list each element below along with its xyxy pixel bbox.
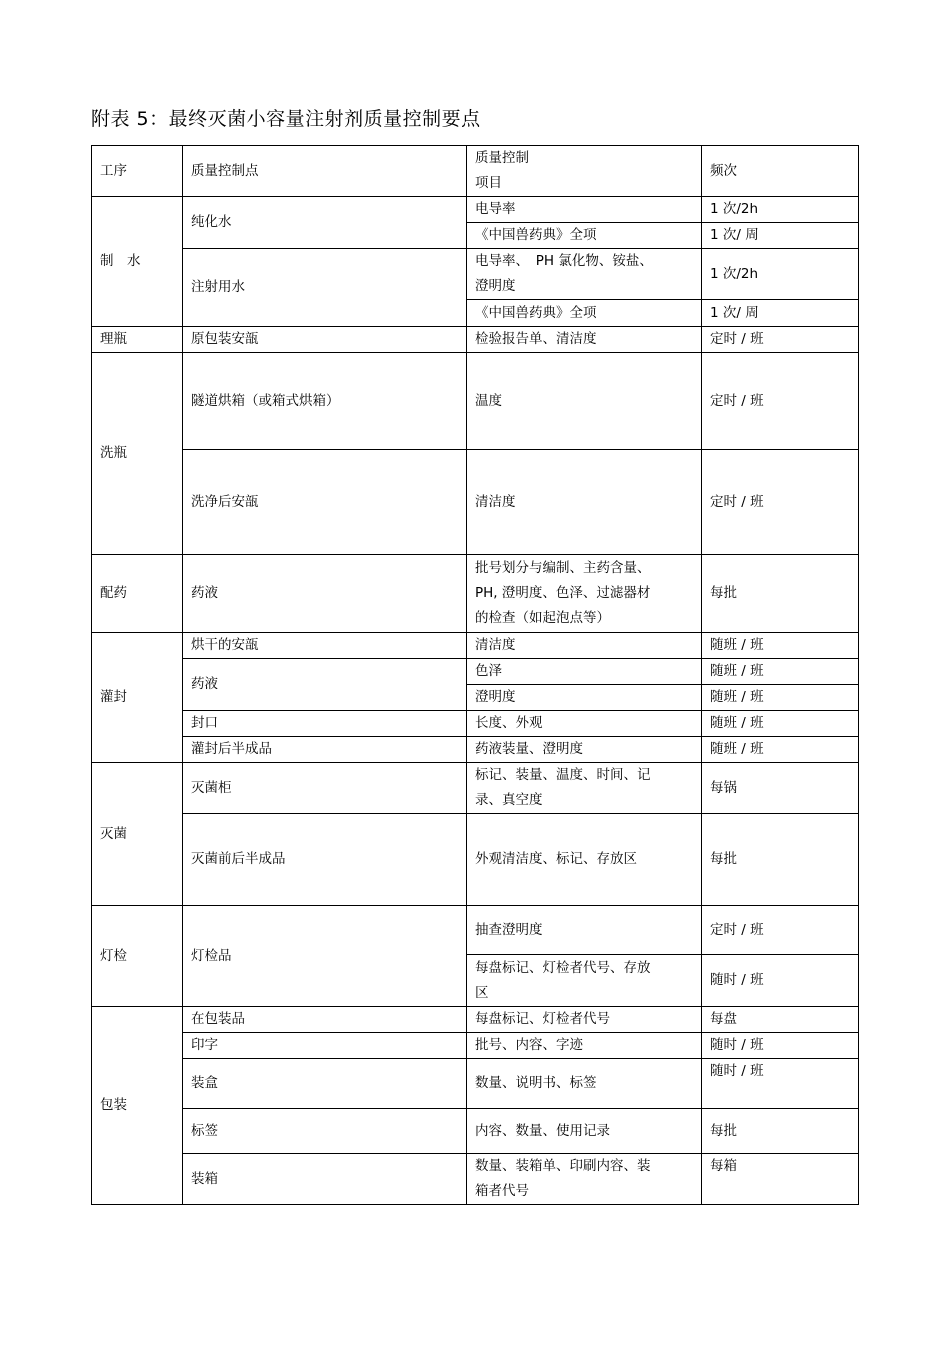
table-row <box>92 249 859 300</box>
table-row <box>92 659 859 685</box>
point-cell: 注射用水 <box>183 249 467 327</box>
frequency-cell: 每批 <box>702 814 859 906</box>
table-row <box>92 555 859 633</box>
header-process: 工序 <box>92 146 183 197</box>
point-cell: 原包装安瓿 <box>183 327 467 353</box>
point-cell: 在包装品 <box>183 1007 467 1033</box>
frequency-cell: 每批 <box>702 555 859 633</box>
point-cell: 装箱 <box>183 1154 467 1205</box>
item-cell: 电导率、 PH 氯化物、铵盐、 澄明度 <box>467 249 702 300</box>
item-cell: 数量、说明书、标签 <box>467 1059 702 1109</box>
frequency-cell: 每批 <box>702 1109 859 1154</box>
table-row <box>92 906 859 955</box>
item-cell: 标记、装量、温度、时间、记 录、真空度 <box>467 763 702 814</box>
item-cell: 数量、装箱单、印刷内容、装 箱者代号 <box>467 1154 702 1205</box>
table-row <box>92 814 859 906</box>
header-item: 质量控制 项目 <box>467 146 702 197</box>
frequency-cell: 每盘 <box>702 1007 859 1033</box>
frequency-cell: 1 次/2h <box>702 249 859 300</box>
table-row <box>92 197 859 223</box>
point-cell: 标签 <box>183 1109 467 1154</box>
item-cell: 批号、内容、字迹 <box>467 1033 702 1059</box>
table-row <box>92 737 859 763</box>
point-cell: 烘干的安瓿 <box>183 633 467 659</box>
frequency-cell: 随时 / 班 <box>702 955 859 1007</box>
table-row <box>92 1154 859 1205</box>
frequency-cell: 随时 / 班 <box>702 1033 859 1059</box>
table-row <box>92 1059 859 1109</box>
page-title: 附表 5：最终灭菌小容量注射剂质量控制要点 <box>91 108 481 130</box>
item-cell: 每盘标记、灯检者代号、存放 区 <box>467 955 702 1007</box>
item-cell: 清洁度 <box>467 450 702 555</box>
item-cell: 电导率 <box>467 197 702 223</box>
quality-control-table <box>91 145 859 1205</box>
point-cell: 灭菌柜 <box>183 763 467 814</box>
process-cell: 配药 <box>92 555 183 633</box>
table-row <box>92 633 859 659</box>
frequency-cell: 1 次/2h <box>702 197 859 223</box>
frequency-cell: 1 次/ 周 <box>702 223 859 249</box>
frequency-cell: 1 次/ 周 <box>702 300 859 327</box>
point-cell: 灯检品 <box>183 906 467 1007</box>
table-row <box>92 711 859 737</box>
point-cell: 装盒 <box>183 1059 467 1109</box>
frequency-cell: 随班 / 班 <box>702 711 859 737</box>
item-cell: 《中国兽药典》全项 <box>467 300 702 327</box>
item-cell: 《中国兽药典》全项 <box>467 223 702 249</box>
point-cell: 灌封后半成品 <box>183 737 467 763</box>
process-cell: 灯检 <box>92 906 183 1007</box>
process-cell: 洗瓶 <box>92 353 183 555</box>
frequency-cell: 定时 / 班 <box>702 353 859 450</box>
header-frequency: 频次 <box>702 146 859 197</box>
point-cell: 印字 <box>183 1033 467 1059</box>
table-row <box>92 1109 859 1154</box>
frequency-cell: 随时 / 班 <box>702 1059 859 1109</box>
item-cell: 检验报告单、清洁度 <box>467 327 702 353</box>
frequency-cell: 定时 / 班 <box>702 906 859 955</box>
table-header-row <box>92 146 859 197</box>
item-cell: 色泽 <box>467 659 702 685</box>
header-point: 质量控制点 <box>183 146 467 197</box>
item-cell: 抽查澄明度 <box>467 906 702 955</box>
frequency-cell: 定时 / 班 <box>702 450 859 555</box>
frequency-cell: 随班 / 班 <box>702 659 859 685</box>
item-cell: 内容、数量、使用记录 <box>467 1109 702 1154</box>
item-cell: 每盘标记、灯检者代号 <box>467 1007 702 1033</box>
point-cell: 纯化水 <box>183 197 467 249</box>
point-cell: 药液 <box>183 555 467 633</box>
process-cell: 理瓶 <box>92 327 183 353</box>
item-cell: 澄明度 <box>467 685 702 711</box>
table-row <box>92 450 859 555</box>
frequency-cell: 随班 / 班 <box>702 685 859 711</box>
item-cell: 药液装量、澄明度 <box>467 737 702 763</box>
process-cell: 灌封 <box>92 633 183 763</box>
point-cell: 洗净后安瓿 <box>183 450 467 555</box>
frequency-cell: 随班 / 班 <box>702 737 859 763</box>
point-cell: 隧道烘箱（或箱式烘箱） <box>183 353 467 450</box>
frequency-cell: 每箱 <box>702 1154 859 1205</box>
item-cell: 温度 <box>467 353 702 450</box>
item-cell: 外观清洁度、标记、存放区 <box>467 814 702 906</box>
process-cell: 包装 <box>92 1007 183 1205</box>
table-row <box>92 1007 859 1033</box>
item-cell: 长度、外观 <box>467 711 702 737</box>
process-cell: 灭菌 <box>92 763 183 906</box>
point-cell: 灭菌前后半成品 <box>183 814 467 906</box>
table-row <box>92 353 859 450</box>
frequency-cell: 随班 / 班 <box>702 633 859 659</box>
frequency-cell: 定时 / 班 <box>702 327 859 353</box>
frequency-cell: 每锅 <box>702 763 859 814</box>
table-row <box>92 1033 859 1059</box>
point-cell: 封口 <box>183 711 467 737</box>
table-row <box>92 327 859 353</box>
item-cell: 清洁度 <box>467 633 702 659</box>
process-cell: 制 水 <box>92 197 183 327</box>
table-row <box>92 763 859 814</box>
point-cell: 药液 <box>183 659 467 711</box>
item-cell: 批号划分与编制、主药含量、 PH, 澄明度、色泽、过滤器材 的检查（如起泡点等） <box>467 555 702 633</box>
